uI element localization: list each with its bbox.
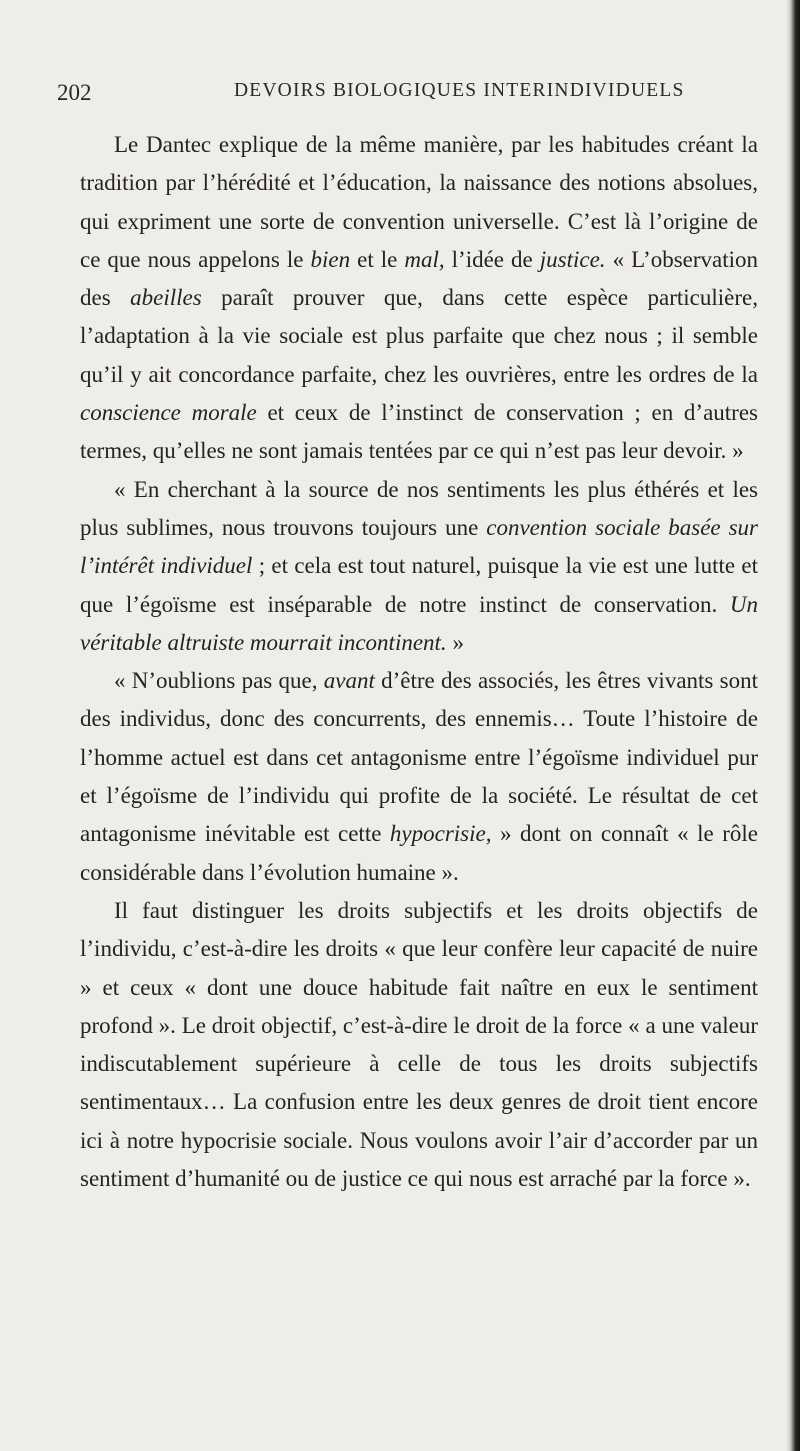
text-run: « En cherchant à la source de nos sentiments les plus éthérés et les plus sublimes, nous trouvons toujours une bbox=[80, 476, 758, 540]
paragraph-2 bbox=[80, 471, 758, 662]
text-run: paraît prouver que, dans cette espèce particulière, l’adaptation à la vie sociale est plus parfaite que chez nous ; il semble qu’il y ait concordance parfaite, chez les ouvrières, entre les ordres de la bbox=[80, 285, 758, 387]
text-run: « L’observation des bbox=[80, 246, 759, 311]
page-header bbox=[57, 74, 747, 108]
body-text bbox=[80, 126, 758, 1198]
text-run: Il faut distinguer les droits subjectifs et les droits objectifs de l’individu, c’est-à-dire les droits « que leur confère leur capacité de nuire » et ceux « dont une douce habitude fait naître en eux le sentiment profond ». Le droit objectif, c’est-à-dire le droit de la force « a une valeur indiscutablement supérieure à celle de tous les droits subjectifs sentimentaux… La confusion entre les deux genres de droit tient encore ici à notre hypocrisie sociale. Nous voulons avoir l’air d’accorder par un sentiment d’humanité ou de justice ce qui nous est arraché par la force ». bbox=[80, 897, 758, 1192]
text-run: » dont on connaît « le rôle considérable dans l’évolution humaine ». bbox=[80, 821, 758, 885]
text-run: « N’oublions pas que, bbox=[114, 668, 324, 694]
text-run: d’être des associés, les êtres vivants sont des individus, donc des concurrents, des ennemis… Toute l’histoire de l’homme actuel est dans cet antagonisme entre l’égoïsme individuel pur et l’égoïsme de l’individu qui profite de la société. Le résultat de cet antagonisme inévitable est cette bbox=[80, 668, 758, 847]
page-number: 202 bbox=[57, 80, 92, 105]
italic-text: abeilles bbox=[130, 285, 202, 311]
text-run: ; et cela est tout naturel, puisque la vie est une lutte et que l’égoïsme est inséparable de notre instinct de conservation. bbox=[80, 553, 758, 617]
text-run: » bbox=[446, 629, 464, 655]
italic-text: mal, bbox=[404, 246, 445, 272]
italic-text: justice. bbox=[539, 246, 606, 272]
paragraph-1 bbox=[80, 126, 758, 471]
text-run: et ceux de l’instinct de conservation ; en d’autres termes, qu’elles ne sont jamais tentées par ce qui n’est pas leur devoir. » bbox=[80, 400, 758, 464]
italic-text: Un véritable altruiste mourrait incontinent. bbox=[80, 591, 758, 655]
text-run: et le bbox=[350, 246, 405, 272]
text-run: l’idée de bbox=[444, 246, 540, 272]
italic-text: bien bbox=[310, 246, 351, 272]
italic-text: avant bbox=[323, 668, 375, 694]
italic-text: hypocrisie, bbox=[389, 821, 492, 847]
book-spine-edge bbox=[790, 0, 800, 1451]
paragraph-4 bbox=[80, 892, 758, 1198]
italic-text: conscience morale bbox=[80, 400, 257, 426]
running-head: DEVOIRS BIOLOGIQUES INTERINDIVIDUELS bbox=[234, 80, 685, 101]
paragraph-3 bbox=[80, 662, 758, 892]
text-run: Le Dantec explique de la même manière, par les habitudes créant la tradition par l’hérédité et l’éducation, la naissance des notions absolues, qui expriment une sorte de convention universelle. C’est là l’origine de ce que nous appelons le bbox=[80, 132, 758, 272]
italic-text: convention sociale basée sur l’intérêt individuel bbox=[80, 514, 759, 579]
